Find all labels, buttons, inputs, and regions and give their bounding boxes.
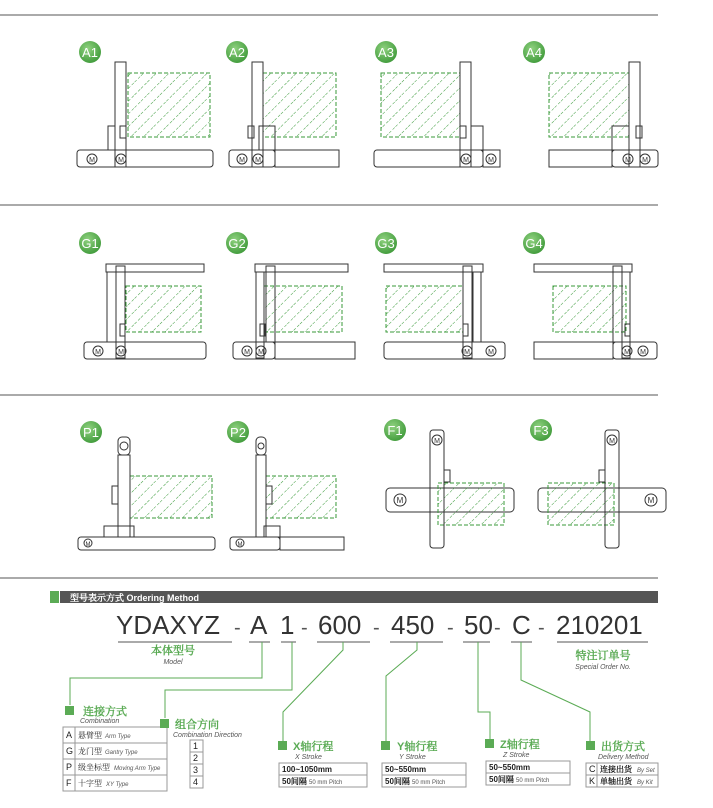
config-a3 [374,41,500,167]
combination-table [63,727,167,791]
motor-a4a-symbol: M [625,157,631,164]
x-stroke-en: X Stroke [295,754,322,761]
z-stroke-pitch-cn: 50间隔 [489,775,514,784]
combination-title-en: Combination [80,718,120,725]
x-stroke-pitch-cn: 50间隔 [282,777,307,786]
model-label-cn: 本体型号 [151,645,195,657]
code-y-stroke: 450 [391,610,435,640]
direction-title-cn: 组合方向 [175,719,219,731]
config-p2 [227,421,344,550]
motor-f3a-symbol: M [647,496,655,505]
motor-f1a-symbol: M [396,496,404,505]
x-stroke-marker [278,741,287,750]
y-stroke-pitch-cn: 50间隔 [385,777,410,786]
code-sep-3: - [373,617,380,639]
motor-g4a-symbol: M [624,349,630,356]
direction-4: 4 [193,777,199,787]
direction-2: 2 [193,753,199,763]
badge-p1-label: P1 [83,425,99,440]
badge-p2-label: P2 [230,425,246,440]
badge-f1-label: F1 [387,423,403,438]
model-code [116,610,643,640]
combination-name-p: 级坐标型 [78,763,110,772]
code-sep-6: - [538,617,545,639]
code-sep-5: - [494,617,501,639]
badge-g3-label: G3 [377,236,395,251]
ordering-header-title: 型号表示方式 Ordering Method [70,593,199,603]
delivery-name-k: 单轴出货 [600,777,632,786]
x-stroke-pitch-en: 50 mm Pitch [309,780,343,786]
config-g2 [226,232,355,359]
code-sep-2: - [301,617,308,639]
motor-p2-symbol: M [237,542,243,548]
badge-a4-label: A4 [526,45,542,60]
delivery-title-cn: 出货方式 [601,741,645,753]
combination-en-a: Arm Type [105,734,131,740]
y-stroke-en: Y Stroke [399,754,426,761]
combination-code-a: A [66,730,73,740]
badge-a1-label: A1 [82,45,98,60]
combination-name-a: 悬臂型 [78,731,102,740]
special-label-cn: 特注订单号 [575,650,631,662]
motor-g1b-symbol: M [118,349,124,356]
y-stroke-letter: Y [397,741,405,753]
code-x-stroke: 600 [318,610,362,640]
badge-g1-label: G1 [81,236,99,251]
z-stroke-range: 50~550mm [489,763,531,772]
motor-g2b-symbol: M [258,349,264,356]
x-stroke-letter: X [293,741,301,753]
code-delivery: C [512,610,531,640]
combination-en-g: Gantry Type [105,750,138,756]
code-model: YDAXYZ [116,610,221,640]
x-stroke-title [293,739,333,753]
x-stroke-range: 100~1050mm [282,765,333,774]
delivery-table [586,763,658,787]
code-direction: 1 [280,610,295,640]
x-stroke-cn: 轴行程 [300,741,334,753]
motor-a2b-symbol: M [255,157,261,164]
combination-code-f: F [66,778,72,788]
code-sep-4: - [447,617,454,639]
delivery-en-c: By Set [637,768,655,774]
motor-g3a-symbol: M [464,349,470,356]
config-a1 [77,41,213,167]
motor-a1a-symbol: M [89,157,95,164]
motor-a4b-symbol: M [642,157,648,164]
delivery-en-k: By Kit [637,780,653,786]
config-a4 [523,41,658,167]
x-stroke-table [279,763,367,787]
combination-name-g: 龙门型 [78,747,102,756]
delivery-title-en: Delivery Method [598,754,649,761]
delivery-marker [586,741,595,750]
motor-p1-symbol: M [85,542,91,548]
combination-en-p: Moving Arm Type [114,766,161,772]
delivery-code-k: K [589,776,596,786]
code-special: 210201 [556,610,643,640]
config-a2 [226,41,339,167]
badge-g2-label: G2 [228,236,246,251]
direction-title-en: Combination Direction [173,732,242,739]
z-stroke-en: Z Stroke [503,752,530,759]
badge-f3-label: F3 [533,423,549,438]
ordering-header-marker [50,591,59,603]
direction-1: 1 [193,741,199,751]
z-stroke-title [500,737,540,751]
motor-a1b-symbol: M [118,157,124,164]
y-stroke-pitch-en: 50 mm Pitch [412,780,446,786]
code-z-stroke: 50 [464,610,493,640]
z-stroke-pitch-en: 50 mm Pitch [516,778,550,784]
direction-table [190,740,203,788]
code-combination: A [250,610,268,640]
y-stroke-title [397,739,437,753]
motor-a3a-symbol: M [463,157,469,164]
special-label-en: Special Order No. [575,664,631,671]
y-stroke-marker [381,741,390,750]
combination-title-cn: 连接方式 [83,706,127,718]
config-g3 [375,232,505,359]
badge-a3-label: A3 [378,45,394,60]
y-stroke-table [382,763,466,787]
delivery-name-c: 连接出货 [600,765,632,774]
z-stroke-table [486,761,570,785]
motor-g3b-symbol: M [488,349,494,356]
combination-en-f: XY Type [106,782,129,788]
motor-f3b-symbol: M [609,438,615,445]
motor-a2a-symbol: M [239,157,245,164]
config-f1 [384,419,514,548]
z-stroke-cn: 轴行程 [506,739,540,751]
model-label-en: Model [163,659,183,666]
connectors [70,642,590,745]
motor-g4b-symbol: M [640,349,646,356]
motor-f1b-symbol: M [434,438,440,445]
direction-3: 3 [193,765,199,775]
direction-marker [160,719,169,728]
delivery-code-c: C [589,764,596,774]
combination-marker [65,706,74,715]
config-g1 [79,232,206,359]
y-stroke-range: 50~550mm [385,765,427,774]
motor-a3b-symbol: M [488,157,494,164]
badge-g4-label: G4 [525,236,543,251]
badge-a2-label: A2 [229,45,245,60]
combination-name-f: 十字型 [78,779,102,788]
combination-code-g: G [66,746,74,756]
y-stroke-cn: 轴行程 [404,741,438,753]
motor-g1a-symbol: M [95,349,101,356]
motor-g2a-symbol: M [244,349,250,356]
z-stroke-marker [485,739,494,748]
config-p1 [78,421,215,550]
z-stroke-letter: Z [500,739,507,751]
config-f3 [530,419,666,548]
combination-code-p: P [66,762,73,772]
code-sep-1: - [234,617,241,639]
config-g4 [523,232,657,359]
